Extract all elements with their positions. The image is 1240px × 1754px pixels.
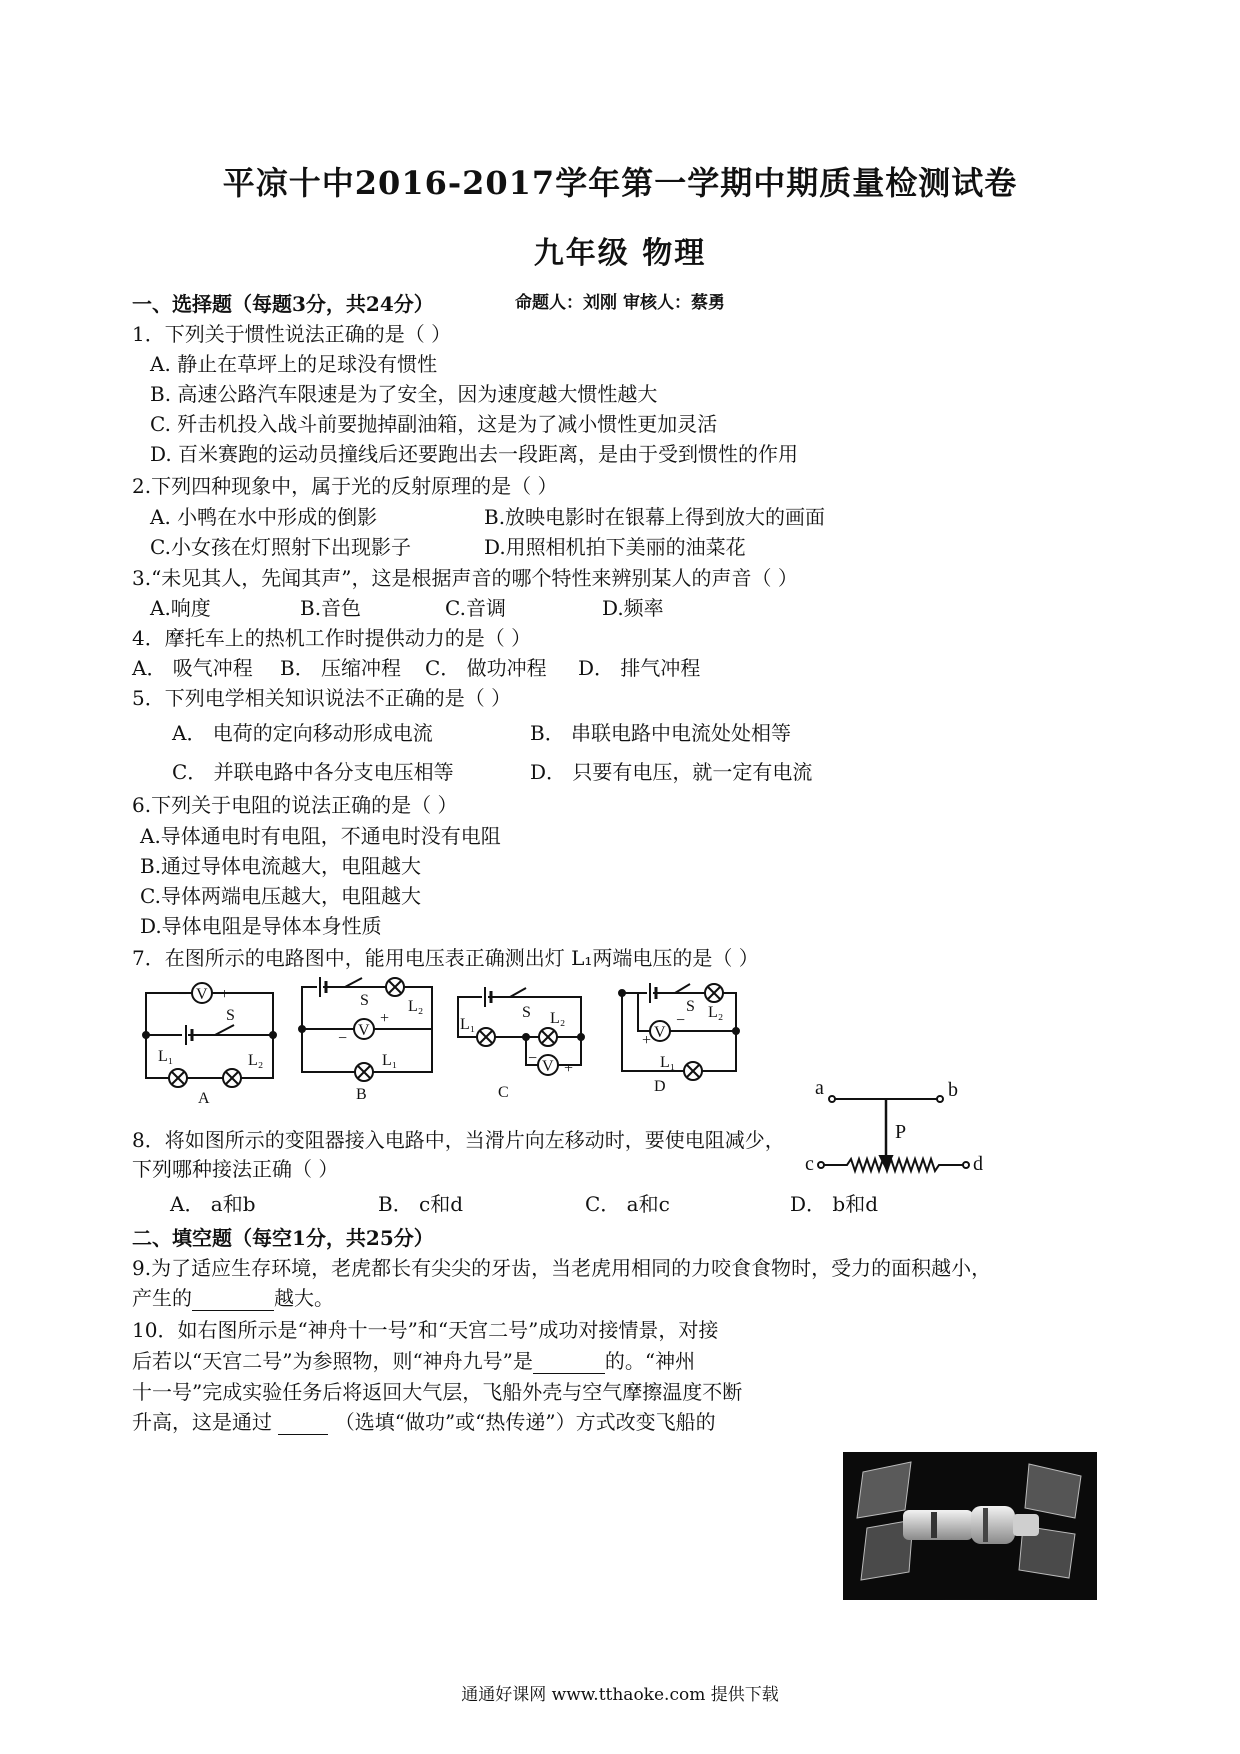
- circuit-label-b: B: [356, 1086, 367, 1103]
- svg-text:S: S: [686, 998, 695, 1015]
- exam-title: 平凉十中2016-2017学年第一学期中期质量检测试卷: [222, 164, 1018, 202]
- q4-option-b: B． 压缩冲程: [280, 656, 402, 680]
- svg-text:−: −: [676, 1012, 686, 1029]
- q10-blank-2[interactable]: [278, 1410, 328, 1435]
- svg-text:S: S: [360, 992, 369, 1009]
- q1-option-a: A. 静止在草坪上的足球没有惯性: [150, 352, 438, 376]
- section-2-heading: 二、填空题（每空1分，共25分）: [132, 1226, 434, 1250]
- svg-text:+: +: [642, 1032, 652, 1049]
- q1-option-c: C. 歼击机投入战斗前要抛掉副油箱，这是为了减小惯性更加灵活: [150, 412, 718, 436]
- q8-option-d: D． b和d: [790, 1192, 878, 1216]
- q8-stem-line-1: 8．将如图所示的变阻器接入电路中，当滑片向左移动时，要使电阻减少，: [132, 1128, 785, 1152]
- svg-text:L₁: L₁: [382, 1052, 398, 1069]
- svg-text:S: S: [522, 1004, 531, 1021]
- svg-text:V: V: [358, 1022, 370, 1039]
- svg-text:L₁: L₁: [660, 1054, 676, 1071]
- circuit-label-a: A: [198, 1090, 210, 1107]
- q4-stem: 4．摩托车上的热机工作时提供动力的是（ ）: [132, 626, 532, 650]
- q1-option-d: D. 百米赛跑的运动员撞线后还要跑出去一段距离，是由于受到惯性的作用: [150, 442, 799, 466]
- circuit-label-d: D: [654, 1078, 666, 1095]
- svg-text:+: +: [564, 1060, 574, 1077]
- q6-option-d: D.导体电阻是导体本身性质: [140, 914, 382, 938]
- q3-option-b: B.音色: [300, 596, 362, 620]
- rheostat-figure: [805, 1072, 995, 1182]
- q4-option-d: D． 排气冲程: [578, 656, 701, 680]
- q6-stem: 6.下列关于电阻的说法正确的是（ ）: [132, 793, 458, 817]
- q2-stem: 2.下列四种现象中，属于光的反射原理的是（ ）: [132, 474, 558, 498]
- q6-option-b: B.通过导体电流越大，电阻越大: [140, 854, 422, 878]
- section-1-heading: 一、选择题（每题3分，共24分）: [132, 292, 434, 316]
- q3-stem: 3.“未见其人，先闻其声”，这是根据声音的哪个特性来辨别某人的声音（ ）: [132, 566, 798, 590]
- q9-line-2: 产生的 越大。: [132, 1286, 334, 1310]
- q3-option-d: D.频率: [602, 596, 664, 620]
- svg-text:L₂: L₂: [408, 998, 424, 1015]
- svg-text:L₁: L₁: [460, 1016, 476, 1033]
- voltmeter-label: V: [196, 986, 208, 1003]
- q10-line-1: 10．如右图所示是“神舟十一号”和“天宫二号”成功对接情景，对接: [132, 1318, 719, 1342]
- q5-option-d: D． 只要有电压，就一定有电流: [530, 760, 813, 784]
- terminal-b: b: [948, 1079, 958, 1101]
- q2-option-a: A. 小鸭在水中形成的倒影: [150, 505, 378, 529]
- terminal-d: d: [973, 1153, 983, 1175]
- q7-stem: 7．在图所示的电路图中，能用电压表正确测出灯 L₁两端电压的是（ ）: [132, 946, 759, 970]
- circuit-b: [299, 977, 432, 1103]
- q4-option-c: C． 做功冲程: [425, 656, 547, 680]
- spacecraft-drawing: [843, 1452, 1097, 1600]
- q2-option-d: D.用照相机拍下美丽的油菜花: [484, 535, 746, 559]
- q6-option-a: A.导体通电时有电阻，不通电时没有电阻: [140, 824, 501, 848]
- q2-option-c: C.小女孩在灯照射下出现影子: [150, 535, 411, 559]
- q3-option-a: A.响度: [150, 596, 211, 620]
- circuit-d: [619, 983, 739, 1095]
- q2-option-b: B.放映电影时在银幕上得到放大的画面: [484, 505, 826, 529]
- svg-text:−: −: [178, 986, 188, 1003]
- q8-option-c: C． a和c: [585, 1192, 670, 1216]
- q3-option-c: C.音调: [445, 596, 506, 620]
- q9-blank[interactable]: [192, 1286, 274, 1311]
- q10-line-3: 十一号”完成实验任务后将返回大气层，飞船外壳与空气摩擦温度不断: [132, 1380, 743, 1404]
- circuit-c: [458, 987, 584, 1101]
- svg-text:L₂: L₂: [550, 1010, 566, 1027]
- q5-stem: 5．下列电学相关知识说法不正确的是（ ）: [132, 686, 512, 710]
- svg-text:+: +: [220, 986, 230, 1003]
- svg-text:L₁: L₁: [158, 1048, 174, 1065]
- spacecraft-docking-image: [843, 1452, 1097, 1600]
- svg-text:−: −: [338, 1030, 348, 1047]
- q10-line-2: 后若以“天宫二号”为参照物，则“神舟九号”是 的。“神州: [132, 1349, 696, 1373]
- q5-option-a: A． 电荷的定向移动形成电流: [172, 721, 433, 745]
- q1-option-b: B. 高速公路汽车限速是为了安全，因为速度越大惯性越大: [150, 382, 658, 406]
- q6-option-c: C.导体两端电压越大，电阻越大: [140, 884, 421, 908]
- terminal-c: c: [805, 1153, 814, 1175]
- exam-authors: 命题人：刘刚 审核人：蔡勇: [515, 293, 725, 313]
- svg-text:+: +: [380, 1010, 390, 1027]
- q4-option-a: A． 吸气冲程: [132, 656, 253, 680]
- svg-text:S: S: [226, 1007, 235, 1024]
- svg-text:L₂: L₂: [248, 1052, 264, 1069]
- svg-text:V: V: [542, 1058, 554, 1075]
- svg-text:L₂: L₂: [708, 1004, 724, 1021]
- q10-blank-1[interactable]: [533, 1349, 605, 1374]
- q5-option-b: B． 串联电路中电流处处相等: [530, 721, 792, 745]
- q8-stem-line-2: 下列哪种接法正确（ ）: [132, 1157, 339, 1181]
- page-footer: 通通好课网 www.tthaoke.com 提供下载: [461, 1685, 779, 1705]
- q10-line-4: 升高，这是通过 （选填“做功”或“热传递”）方式改变飞船的: [132, 1410, 716, 1434]
- q5-option-c: C． 并联电路中各分支电压相等: [172, 760, 454, 784]
- q8-option-b: B． c和d: [378, 1192, 464, 1216]
- terminal-a: a: [815, 1077, 824, 1099]
- exam-subtitle: 九年级 物理: [533, 236, 707, 271]
- slider-p: P: [895, 1121, 907, 1143]
- svg-text:−: −: [528, 1050, 538, 1067]
- q1-stem: 1．下列关于惯性说法正确的是（ ）: [132, 322, 452, 346]
- circuit-label-c: C: [498, 1084, 509, 1101]
- q8-option-a: A． a和b: [170, 1192, 256, 1216]
- q7-circuit-diagrams: [130, 975, 760, 1110]
- q9-line-1: 9.为了适应生存环境，老虎都长有尖尖的牙齿，当老虎用相同的力咬食食物时，受力的面积越小，: [132, 1256, 992, 1280]
- svg-text:V: V: [654, 1024, 666, 1041]
- circuit-a: [143, 983, 276, 1107]
